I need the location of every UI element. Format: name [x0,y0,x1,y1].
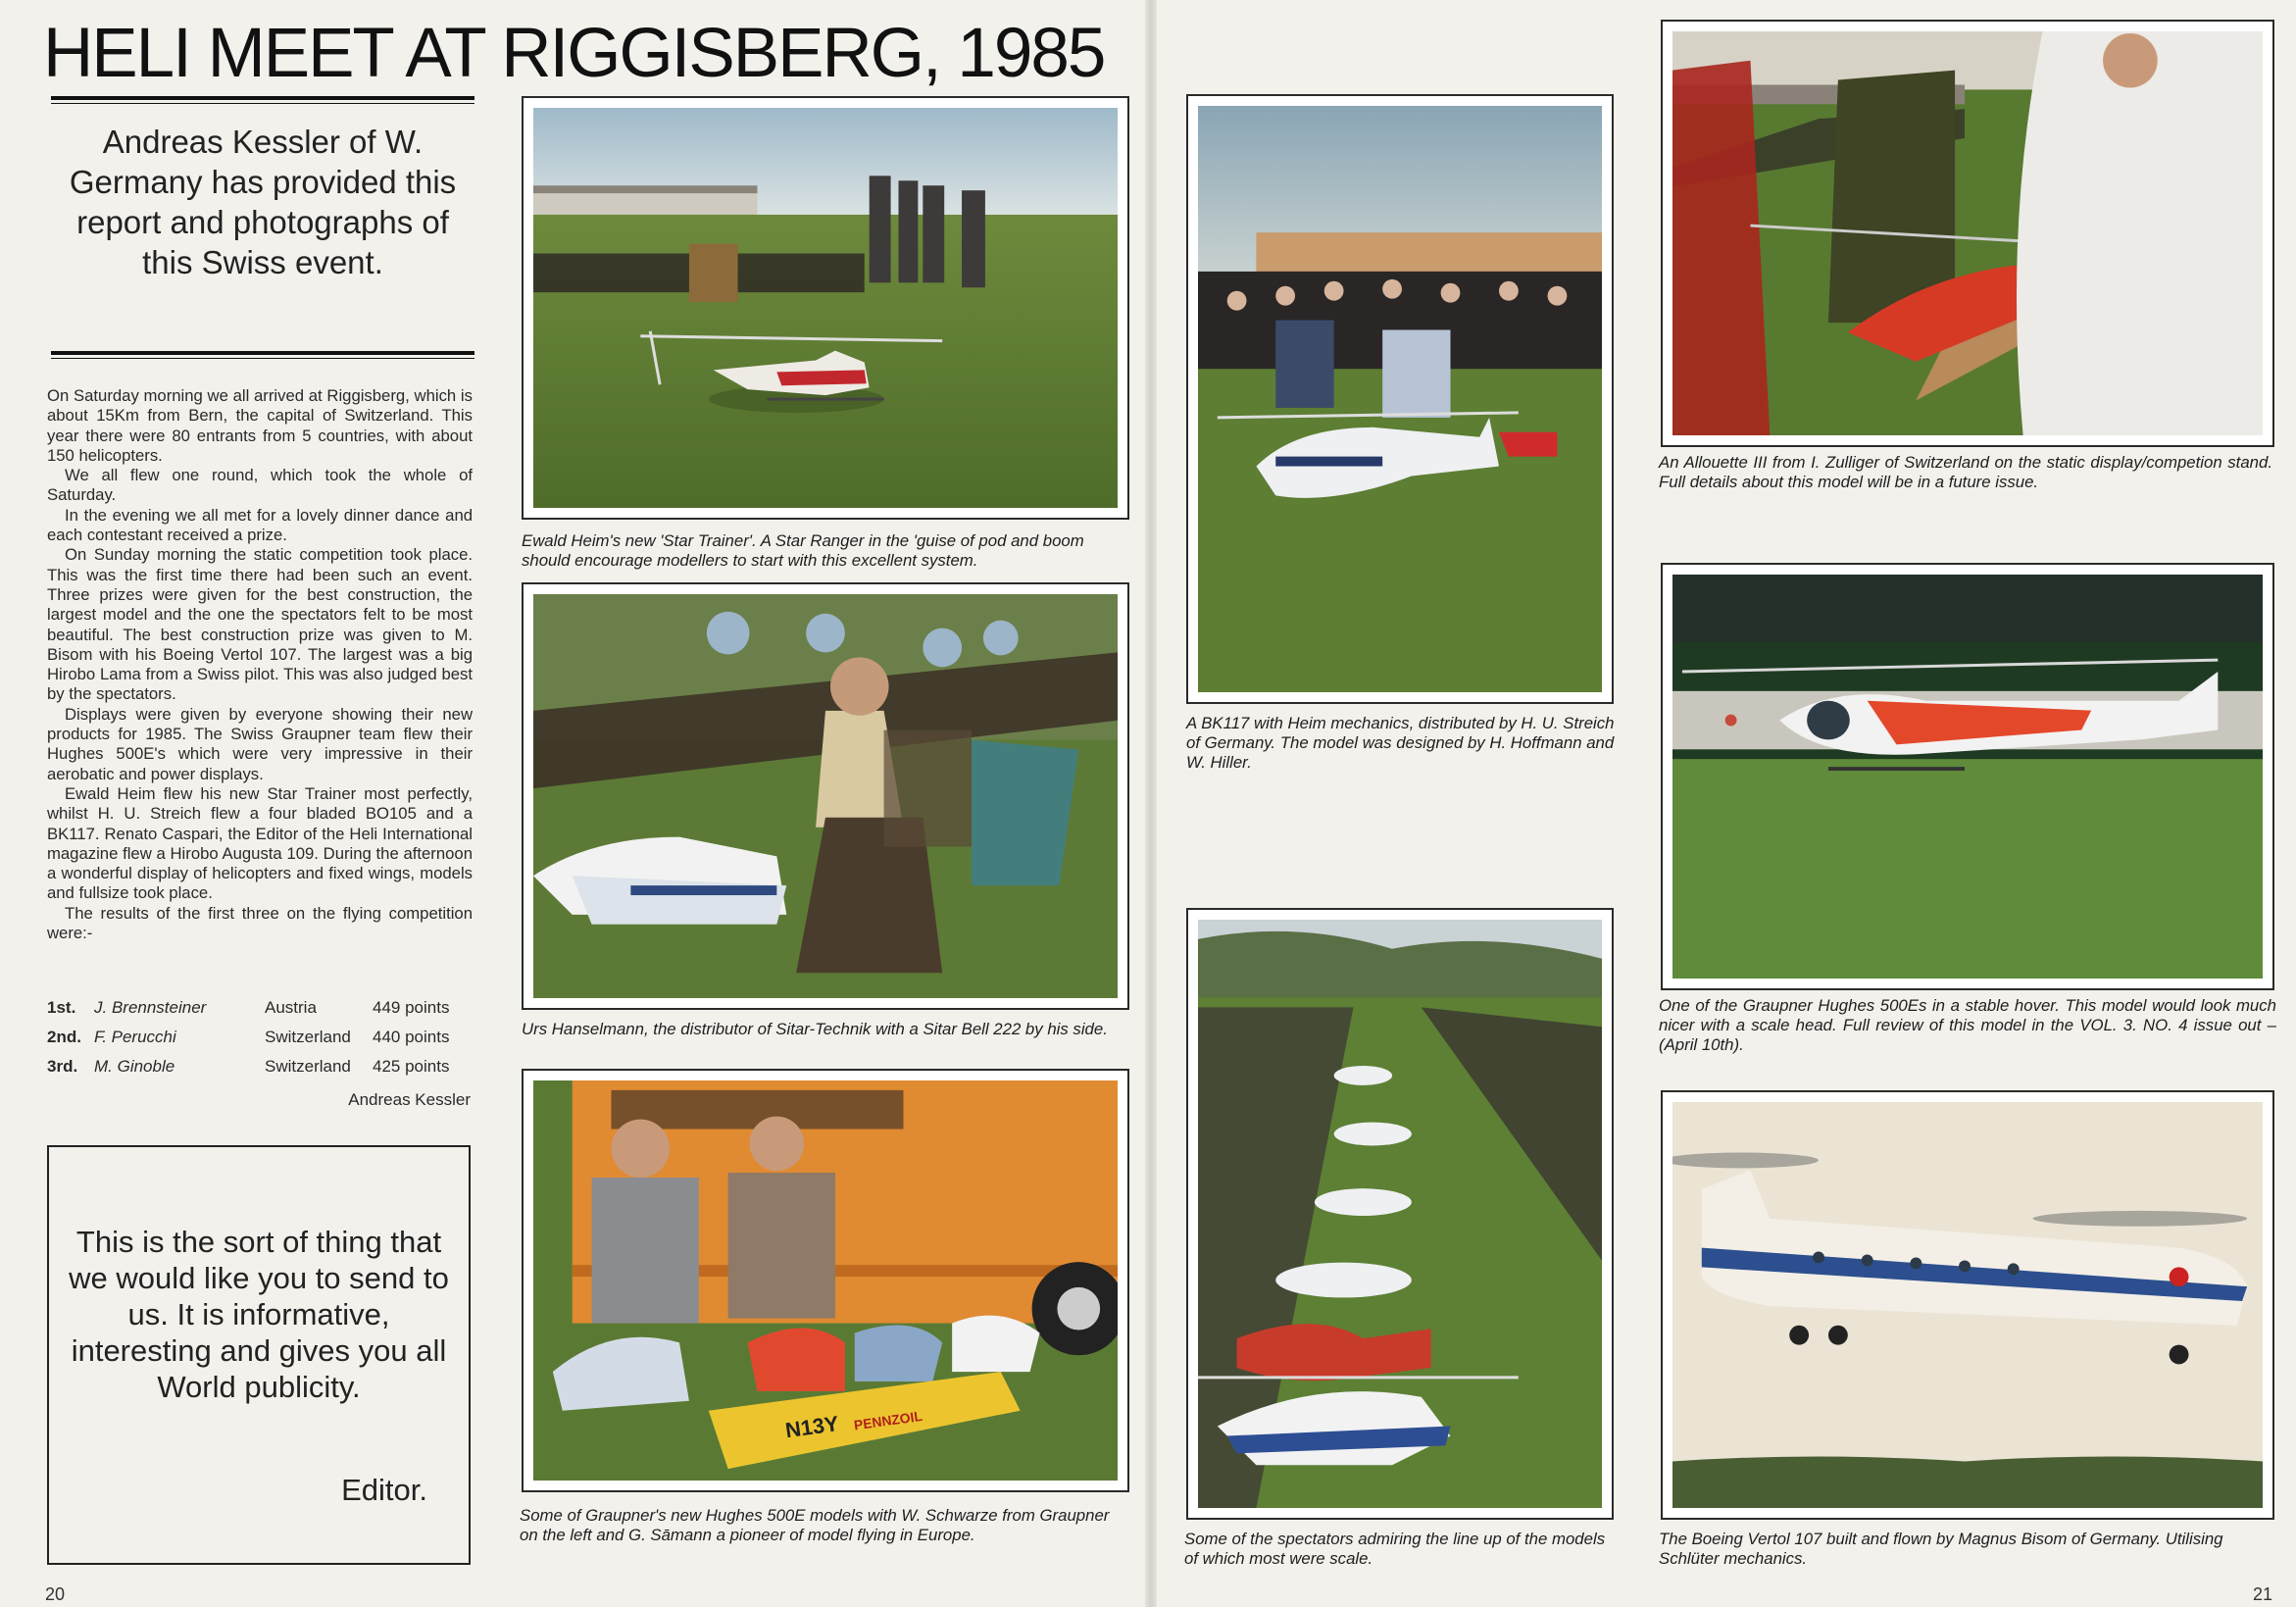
page-number-left: 20 [45,1584,66,1604]
caption-hover: One of the Graupner Hughes 500Es in a stable hover. This model would look much nicer with a scale head. Full review of this model in the VOL. 3. NO. 4 issue out – (April 10th). [1659,996,2276,1054]
result-row [47,1028,473,1057]
result-position: 2nd. [47,1028,81,1046]
editor-box [47,1145,471,1565]
results-table [47,998,473,1086]
intro: Andreas Kessler of W. Germany has provided this report and photographs of this Swiss event. [69,124,457,280]
result-points: 449 points [373,998,450,1017]
intro-rule [51,351,474,359]
caption-sitar: Urs Hanselmann, the distributor of Sitar-Technik with a Sitar Bell 222 by his side. [522,1020,1108,1038]
result-points: 440 points [373,1028,450,1046]
photo-bk117 [1186,94,1614,704]
result-row [47,1057,473,1086]
photo-allouette [1661,20,2274,447]
caption-allouette: An Allouette III from I. Zulliger of Switzerland on the static display/competion stand. Full details about this model will be in a future issue. [1659,453,2272,491]
body-paragraph: On Saturday morning we all arrived at Riggisberg, which is about 15Km from Bern, the capital of Switzerland. This year there were 80 entrants from 5 countries, with about 150 helicopters. [47,386,473,465]
body-paragraph: The results of the first three on the flying competition were:- [47,903,473,943]
photo-hover [1661,563,2274,990]
body-paragraph: Displays were given by everyone showing their new products for 1985. The Swiss Graupner team flew their Hughes 500E's which were very impressive in their aerobatic and power displays. [47,704,473,783]
result-row [47,998,473,1028]
article-body [47,386,473,943]
editor-signature: Editor. [341,1473,427,1507]
photo-spectators [1186,908,1614,1520]
author-signature: Andreas Kessler [348,1090,471,1109]
result-country: Switzerland [265,1057,351,1076]
headline: HELI MEET AT RIGGISBERG, 1985 [43,15,1105,92]
photo-sitar [522,582,1129,1010]
caption-vertol: The Boeing Vertol 107 built and flown by Magnus Bisom of Germany. Utilising Schlüter mechanics. [1659,1530,2223,1568]
result-country: Austria [265,998,317,1017]
result-name: F. Perucchi [94,1028,176,1046]
caption-graupner-group: Some of Graupner's new Hughes 500E models with W. Schwarze from Graupner on the left and G. Sāmann a pioneer of model flying in Europe. [520,1506,1110,1544]
result-points: 425 points [373,1057,450,1076]
body-paragraph: In the evening we all met for a lovely dinner dance and each contestant received a prize. [47,505,473,545]
body-paragraph: Ewald Heim flew his new Star Trainer most perfectly, whilst H. U. Streich flew a four bladed BO105 and a BK117. Renato Caspari, the Editor of the Heli International magazine flew a Hirobo Augusta 109. During the afternoon a wonderful display of helicopters and fixed wings, models and fullsize took place. [47,783,473,903]
photo-vertol [1661,1090,2274,1520]
editor-message: This is the sort of thing that we would like you to send to us. It is informative, interesting and gives you all World publicity. [69,1225,449,1404]
result-name: J. Brennsteiner [94,998,207,1017]
result-country: Switzerland [265,1028,351,1046]
photo-graupner-group [522,1069,1129,1492]
top-rule [51,96,474,104]
page-gutter [1145,0,1157,1607]
body-paragraph: We all flew one round, which took the whole of Saturday. [47,466,473,505]
caption-star-trainer: Ewald Heim's new 'Star Trainer'. A Star Ranger in the 'guise of pod and boom should encourage modellers to start with this excellent system. [522,531,1084,570]
graupner-reg-mark: N13Y [783,1411,841,1443]
result-position: 3rd. [47,1057,78,1076]
body-paragraph: On Sunday morning the static competition took place. This was the first time there had been such an event. Three prizes were given for the best construction, the largest model and the one the spectators felt to be most beautiful. The best construction prize was given to M. Bisom with his Boeing Vertol 107. The largest was a big Hirobo Lama from a Swiss pilot. This was also judged best by the spectators. [47,545,473,704]
photo-star-trainer [522,96,1129,520]
page-number-right: 21 [2253,1584,2273,1604]
caption-spectators: Some of the spectators admiring the line up of the models of which most were scale. [1184,1530,1606,1568]
graupner-brand-mark: PENNZOIL [852,1407,923,1433]
result-name: M. Ginoble [94,1057,175,1076]
result-position: 1st. [47,998,76,1017]
caption-bk117: A BK117 with Heim mechanics, distributed by H. U. Streich of Germany. The model was designed by H. Hoffmann and W. Hiller. [1186,714,1615,772]
